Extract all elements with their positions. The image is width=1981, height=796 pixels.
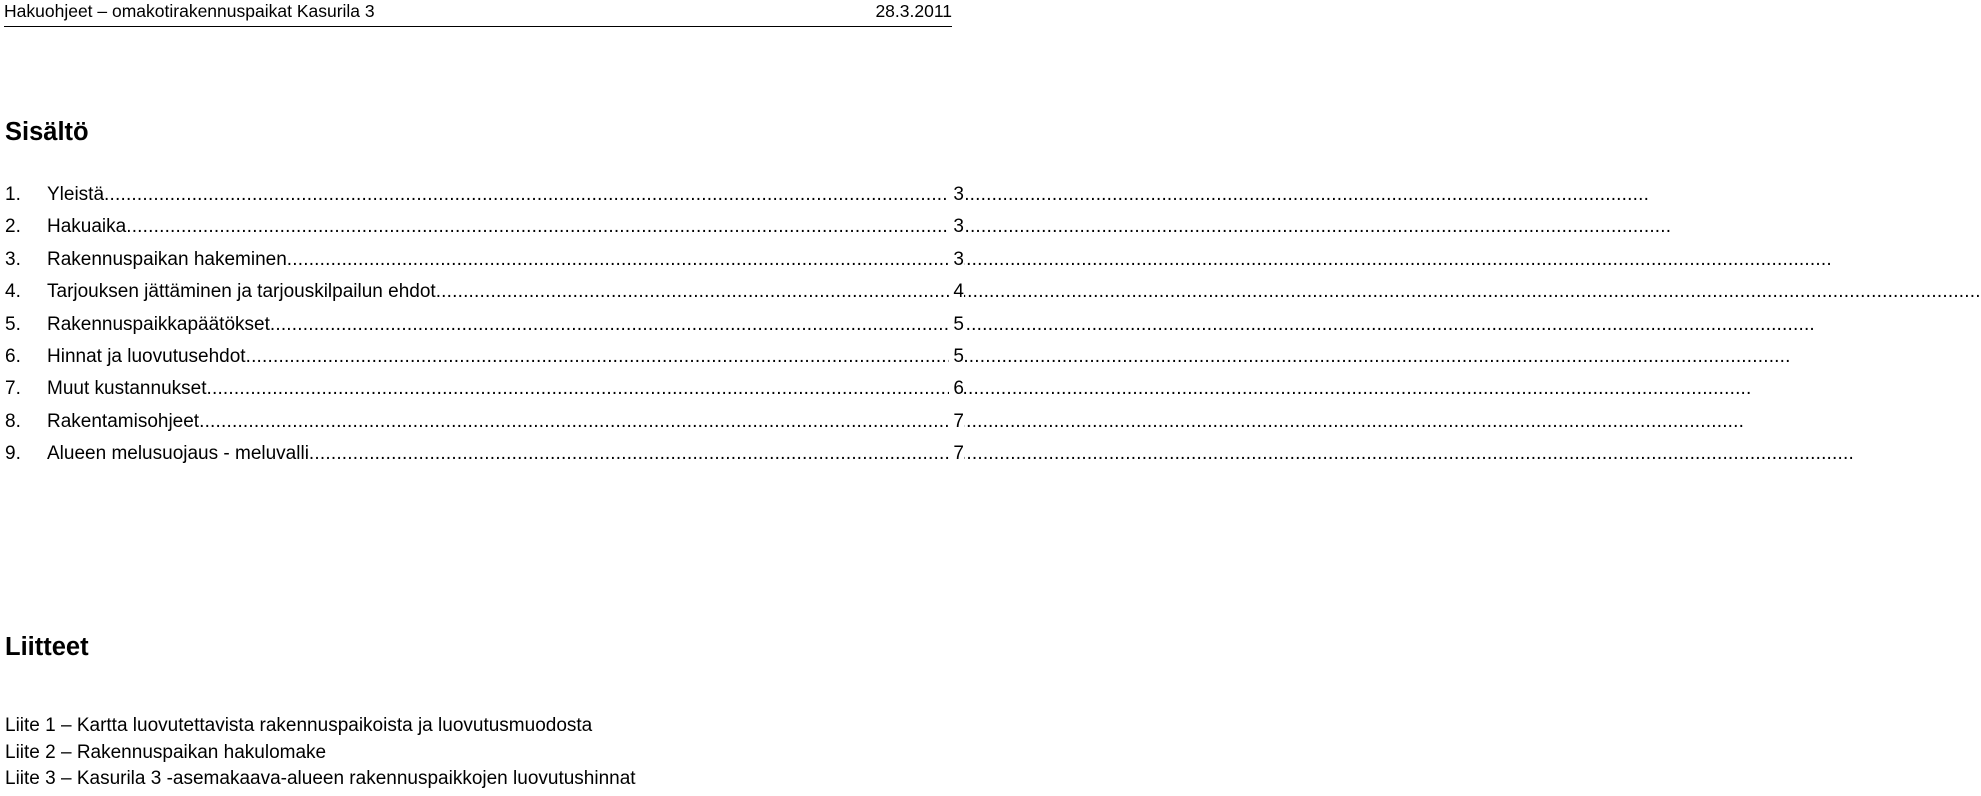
toc-item-number: 5. xyxy=(5,313,21,335)
toc-item-number: 1. xyxy=(5,184,21,205)
toc-item-number: 4. xyxy=(5,281,21,303)
toc-item-4[interactable] xyxy=(5,280,964,312)
attachment-item-2: Liite 2 – Rakennuspaikan hakulomake xyxy=(5,741,327,763)
toc-item-label: Hinnat ja luovutusehdot xyxy=(47,345,246,367)
toc-item-number: 2. xyxy=(5,216,21,238)
toc-item-page: 4 xyxy=(949,280,964,304)
toc-leader-dots xyxy=(436,280,950,304)
toc-item-8[interactable] xyxy=(5,410,964,442)
page-header xyxy=(4,0,952,27)
toc-item-label: Hakuaika xyxy=(47,216,127,238)
toc-item-1[interactable] xyxy=(5,183,964,215)
toc-item-page: 5 xyxy=(949,313,964,337)
attachments-heading: Liitteet xyxy=(5,633,89,661)
toc-leader-dots xyxy=(104,183,949,207)
attachment-item-3: Liite 3 – Kasurila 3 -asemakaava-alueen rakennuspaikkojen luovutushinnat xyxy=(5,768,636,789)
toc-item-label: Tarjouksen jättäminen ja tarjouskilpailun ehdot xyxy=(47,281,436,303)
toc-item-label: Yleistä xyxy=(47,184,105,205)
toc-item-number: 6. xyxy=(5,345,21,367)
attachment-item-1: Liite 1 – Kartta luovutettavista rakennuspaikoista ja luovutusmuodosta xyxy=(5,715,593,736)
document-date: 28.3.2011 xyxy=(875,1,952,21)
document-title: Hakuohjeet – omakotirakennuspaikat Kasurila 3 xyxy=(4,1,375,21)
toc-leader-dots xyxy=(287,248,950,272)
toc-item-page: 3 xyxy=(949,248,964,272)
attachments-list xyxy=(5,713,636,793)
toc-item-label: Rakennuspaikkapäätökset xyxy=(47,313,270,335)
toc-item-page: 3 xyxy=(949,215,964,239)
toc-item-label: Alueen melusuojaus - meluvalli xyxy=(47,443,309,465)
toc-item-page: 6 xyxy=(949,377,964,401)
toc-item-6[interactable] xyxy=(5,345,964,377)
toc-item-label: Rakennuspaikan hakeminen xyxy=(47,248,287,270)
toc-item-2[interactable] xyxy=(5,215,964,247)
toc-heading: Sisältö xyxy=(5,118,89,146)
toc-item-page: 7 xyxy=(949,442,964,466)
toc-item-5[interactable] xyxy=(5,313,964,345)
toc-leader-dots xyxy=(246,345,950,369)
toc-item-page: 5 xyxy=(949,345,964,369)
toc-item-3[interactable] xyxy=(5,248,964,280)
toc-leader-dots xyxy=(126,215,949,239)
toc-leader-dots xyxy=(206,377,949,401)
toc-item-page: 3 xyxy=(949,183,964,207)
toc-item-label: Muut kustannukset xyxy=(47,378,207,400)
table-of-contents xyxy=(5,183,964,475)
toc-item-9[interactable] xyxy=(5,442,964,474)
toc-item-7[interactable] xyxy=(5,377,964,409)
toc-item-number: 8. xyxy=(5,410,21,432)
toc-item-number: 9. xyxy=(5,443,21,465)
toc-item-number: 7. xyxy=(5,378,21,400)
toc-item-page: 7 xyxy=(949,410,964,434)
toc-leader-dots xyxy=(199,410,949,434)
toc-item-number: 3. xyxy=(5,248,21,270)
toc-item-label: Rakentamisohjeet xyxy=(47,410,200,432)
toc-leader-dots xyxy=(309,442,950,466)
toc-leader-dots xyxy=(270,313,950,337)
